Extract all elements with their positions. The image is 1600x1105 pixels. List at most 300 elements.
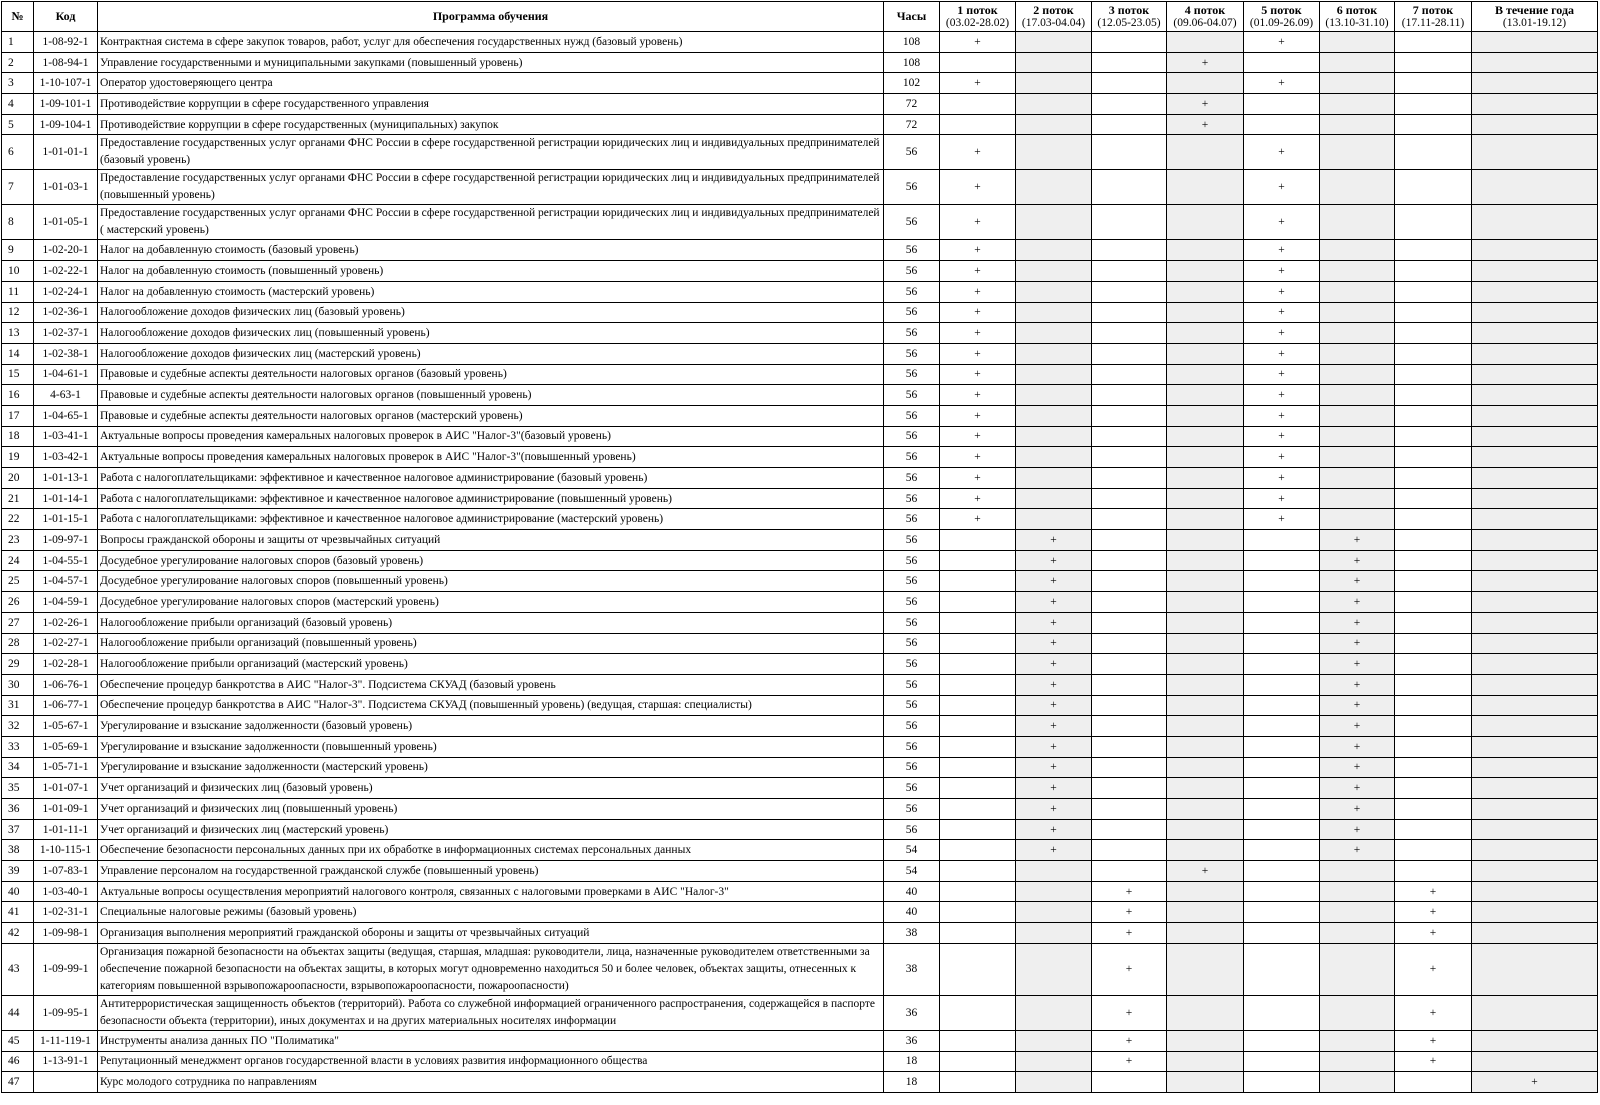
stream-cell [1167, 1051, 1244, 1072]
stream-cell [1092, 447, 1167, 468]
stream-cell [1167, 405, 1244, 426]
stream-cell [940, 1072, 1016, 1093]
stream-mark: + [1278, 77, 1285, 90]
stream-cell [1395, 840, 1472, 861]
stream-mark: + [974, 347, 981, 360]
stream-cell [1167, 302, 1244, 323]
stream-cell [1016, 343, 1092, 364]
row-number: 36 [2, 799, 34, 820]
stream-mark: + [974, 451, 981, 464]
stream-cell [1016, 323, 1092, 344]
row-number: 43 [2, 943, 34, 995]
stream-cell [1092, 902, 1167, 923]
program-code: 1-05-67-1 [34, 716, 98, 737]
stream-cell [1244, 488, 1320, 509]
stream-cell [1395, 902, 1472, 923]
stream-cell [1016, 654, 1092, 675]
stream-mark: + [1278, 389, 1285, 402]
program-name: Предоставление государственных услуг органами ФНС России в сфере государственной регистрации юридических лиц и индивидуальных предпринимателей (повышенный уровень) [98, 170, 884, 205]
stream-cell [1016, 32, 1092, 53]
stream-cell [1395, 861, 1472, 882]
stream-cell [1244, 757, 1320, 778]
program-code: 1-11-119-1 [34, 1030, 98, 1051]
row-number: 16 [2, 385, 34, 406]
program-name: Противодействие коррупции в сфере государственных (муниципальных) закупок [98, 114, 884, 135]
stream-cell [1244, 902, 1320, 923]
stream-cell [1472, 840, 1598, 861]
program-hours: 56 [884, 592, 940, 613]
row-number: 26 [2, 592, 34, 613]
program-code: 1-02-37-1 [34, 323, 98, 344]
stream-cell [1320, 757, 1395, 778]
table-row [2, 135, 1598, 170]
stream-mark: + [1429, 1006, 1437, 1019]
stream-cell [940, 799, 1016, 820]
stream-cell [1244, 73, 1320, 94]
stream-cell [1016, 1051, 1092, 1072]
stream-cell [1167, 716, 1244, 737]
stream-label: 1 поток [957, 2, 998, 17]
row-number: 45 [2, 1030, 34, 1051]
stream-mark: + [1050, 678, 1057, 691]
row-number: 6 [2, 135, 34, 170]
stream-cell [1016, 799, 1092, 820]
stream-mark: + [1531, 1076, 1538, 1089]
stream-cell [1092, 799, 1167, 820]
stream-mark: + [1050, 554, 1057, 567]
table-row [2, 281, 1598, 302]
stream-mark: + [1429, 926, 1437, 939]
stream-cell [1395, 819, 1472, 840]
stream-cell [940, 447, 1016, 468]
row-number: 4 [2, 94, 34, 115]
stream-mark: + [1353, 740, 1361, 753]
stream-cell [1472, 135, 1598, 170]
stream-cell [1395, 592, 1472, 613]
stream-cell [1320, 94, 1395, 115]
program-name: Правовые и судебные аспекты деятельности налоговых органов (базовый уровень) [98, 364, 884, 385]
stream-mark: + [1050, 720, 1057, 733]
stream-cell [1244, 819, 1320, 840]
stream-cell [1244, 385, 1320, 406]
stream-cell [1472, 364, 1598, 385]
stream-cell [940, 633, 1016, 654]
stream-mark: + [1050, 823, 1057, 836]
table-row [2, 1072, 1598, 1093]
stream-cell [1320, 840, 1395, 861]
stream-cell [940, 943, 1016, 995]
stream-mark: + [1278, 347, 1285, 360]
stream-cell [1016, 902, 1092, 923]
stream-cell [1016, 881, 1092, 902]
stream-cell [1092, 716, 1167, 737]
program-code: 1-13-91-1 [34, 1051, 98, 1072]
stream-mark: + [1278, 244, 1285, 257]
program-code: 1-10-115-1 [34, 840, 98, 861]
program-name: Обеспечение безопасности персональных данных при их обработке в информационных системах персональных данных [98, 840, 884, 861]
program-code: 1-01-01-1 [34, 135, 98, 170]
stream-cell [1395, 612, 1472, 633]
stream-cell [1092, 923, 1167, 944]
stream-mark: + [1353, 658, 1361, 671]
stream-cell [1016, 571, 1092, 592]
program-name: Налог на добавленную стоимость (базовый уровень) [98, 240, 884, 261]
stream-cell [1244, 281, 1320, 302]
stream-cell [1395, 530, 1472, 551]
stream-cell [1167, 612, 1244, 633]
program-name: Учет организаций и физических лиц (базовый уровень) [98, 778, 884, 799]
stream-cell [1167, 995, 1244, 1030]
stream-cell [1395, 509, 1472, 530]
stream-cell [1320, 1030, 1395, 1051]
stream-mark: + [1429, 963, 1437, 976]
stream-cell [940, 923, 1016, 944]
program-hours: 56 [884, 426, 940, 447]
stream-cell [1320, 530, 1395, 551]
stream-cell [1016, 612, 1092, 633]
table-row [2, 405, 1598, 426]
stream-cell [1244, 509, 1320, 530]
stream-cell [1016, 633, 1092, 654]
row-number: 5 [2, 114, 34, 135]
stream-cell [1016, 674, 1092, 695]
stream-cell [1472, 1072, 1598, 1093]
stream-cell [1320, 170, 1395, 205]
table-row [2, 205, 1598, 240]
stream-cell [1092, 32, 1167, 53]
stream-cell [1244, 426, 1320, 447]
stream-cell [1472, 674, 1598, 695]
stream-cell [1244, 1072, 1320, 1093]
stream-cell [940, 819, 1016, 840]
stream-cell [940, 736, 1016, 757]
program-hours: 108 [884, 32, 940, 53]
stream-mark: + [1278, 368, 1285, 381]
program-hours: 56 [884, 205, 940, 240]
stream-cell [1016, 509, 1092, 530]
stream-cell [1320, 509, 1395, 530]
stream-mark: + [1125, 963, 1133, 976]
table-row [2, 302, 1598, 323]
program-name: Налогообложение доходов физических лиц (базовый уровень) [98, 302, 884, 323]
program-hours: 56 [884, 385, 940, 406]
stream-cell [1167, 674, 1244, 695]
stream-cell [1395, 1072, 1472, 1093]
stream-cell [1472, 530, 1598, 551]
program-code: 1-02-24-1 [34, 281, 98, 302]
stream-mark: + [1125, 1055, 1133, 1068]
stream-cell [1395, 633, 1472, 654]
row-number: 41 [2, 902, 34, 923]
stream-cell [1472, 205, 1598, 240]
row-number: 37 [2, 819, 34, 840]
stream-mark: + [1353, 616, 1361, 629]
program-name: Обеспечение процедур банкротства в АИС "Налог-3". Подсистема СКУАД (повышенный уровень) (ведущая, старшая: специалисты) [98, 695, 884, 716]
program-name: Учет организаций и физических лиц (мастерский уровень) [98, 819, 884, 840]
stream-cell [940, 385, 1016, 406]
stream-dates: (17.11-28.11) [1401, 16, 1465, 29]
stream-mark: + [974, 327, 981, 340]
program-name: Антитеррористическая защищенность объектов (территорий). Работа со служебной информацией ограниченного распространения, содержащейся в паспорте безопасности объекта (территории), иных документах и на других материальных носителях информации [98, 995, 884, 1030]
program-code: 1-02-27-1 [34, 633, 98, 654]
stream-cell [1092, 205, 1167, 240]
stream-cell [940, 757, 1016, 778]
program-code: 4-63-1 [34, 385, 98, 406]
program-code: 1-02-20-1 [34, 240, 98, 261]
stream-mark: + [1353, 595, 1361, 608]
row-number: 22 [2, 509, 34, 530]
stream-cell [1092, 240, 1167, 261]
program-code: 1-01-07-1 [34, 778, 98, 799]
stream-cell [1016, 819, 1092, 840]
program-name: Досудебное урегулирование налоговых споров (базовый уровень) [98, 550, 884, 571]
table-row [2, 32, 1598, 53]
stream-cell [1167, 840, 1244, 861]
stream-label: 7 поток [1412, 2, 1454, 17]
stream-cell [1320, 799, 1395, 820]
stream-cell [1016, 205, 1092, 240]
program-code: 1-02-36-1 [34, 302, 98, 323]
stream-mark: + [974, 513, 981, 526]
program-name: Работа с налогоплательщиками: эффективное и качественное налоговое администрирование (базовый уровень) [98, 468, 884, 489]
stream-mark: + [1353, 699, 1361, 712]
program-hours: 56 [884, 633, 940, 654]
program-hours: 36 [884, 1030, 940, 1051]
stream-cell [1092, 778, 1167, 799]
table-row [2, 261, 1598, 282]
stream-mark: + [1125, 1006, 1133, 1019]
stream-mark: + [974, 264, 981, 277]
stream-cell [1016, 716, 1092, 737]
program-name: Обеспечение процедур банкротства в АИС "Налог-3". Подсистема СКУАД (базовый уровень [98, 674, 884, 695]
stream-mark: + [1050, 740, 1057, 753]
header-stream-6 [1320, 2, 1395, 32]
stream-cell [1092, 881, 1167, 902]
stream-cell [1016, 943, 1092, 995]
stream-mark: + [974, 181, 981, 194]
stream-cell [1472, 240, 1598, 261]
table-row [2, 633, 1598, 654]
program-code: 1-01-03-1 [34, 170, 98, 205]
program-code: 1-09-95-1 [34, 995, 98, 1030]
program-hours: 56 [884, 468, 940, 489]
program-hours: 56 [884, 612, 940, 633]
stream-cell [1167, 1072, 1244, 1093]
stream-cell [1320, 861, 1395, 882]
stream-mark: + [1050, 844, 1057, 857]
stream-mark: + [1353, 761, 1361, 774]
stream-cell [940, 861, 1016, 882]
stream-cell [1092, 943, 1167, 995]
stream-cell [1244, 343, 1320, 364]
stream-cell [1167, 447, 1244, 468]
table-row [2, 840, 1598, 861]
stream-cell [1395, 736, 1472, 757]
row-number: 24 [2, 550, 34, 571]
stream-mark: + [974, 35, 981, 48]
stream-cell [1016, 281, 1092, 302]
row-number: 7 [2, 170, 34, 205]
stream-cell [940, 302, 1016, 323]
stream-dates: (13.01-19.12) [1502, 16, 1567, 29]
stream-cell [1016, 488, 1092, 509]
program-code: 1-01-14-1 [34, 488, 98, 509]
stream-cell [1092, 612, 1167, 633]
row-number: 30 [2, 674, 34, 695]
stream-cell [940, 530, 1016, 551]
stream-mark: + [974, 244, 981, 257]
stream-mark: + [1201, 118, 1209, 131]
stream-cell [1167, 550, 1244, 571]
stream-cell [1167, 32, 1244, 53]
stream-cell [1167, 281, 1244, 302]
program-code: 1-04-55-1 [34, 550, 98, 571]
stream-cell [1472, 633, 1598, 654]
stream-cell [940, 73, 1016, 94]
program-code [34, 1072, 98, 1093]
stream-mark: + [1353, 844, 1361, 857]
stream-cell [1016, 923, 1092, 944]
stream-cell [1244, 170, 1320, 205]
stream-cell [1092, 550, 1167, 571]
stream-cell [1244, 736, 1320, 757]
stream-mark: + [1278, 492, 1285, 505]
program-hours: 56 [884, 778, 940, 799]
stream-cell [1167, 861, 1244, 882]
table-row [2, 323, 1598, 344]
stream-cell [1472, 923, 1598, 944]
stream-cell [1016, 468, 1092, 489]
program-hours: 102 [884, 73, 940, 94]
stream-cell [1244, 302, 1320, 323]
program-code: 1-06-77-1 [34, 695, 98, 716]
stream-cell [1472, 94, 1598, 115]
stream-cell [1395, 302, 1472, 323]
program-name: Налог на добавленную стоимость (мастерский уровень) [98, 281, 884, 302]
stream-cell [1092, 633, 1167, 654]
row-number: 18 [2, 426, 34, 447]
stream-cell [940, 261, 1016, 282]
stream-cell [1320, 261, 1395, 282]
program-hours: 56 [884, 488, 940, 509]
header-stream-7 [1395, 2, 1472, 32]
stream-cell [1395, 240, 1472, 261]
stream-cell [1167, 530, 1244, 551]
stream-cell [1320, 923, 1395, 944]
row-number: 11 [2, 281, 34, 302]
table-row [2, 757, 1598, 778]
stream-mark: + [974, 146, 981, 159]
stream-mark: + [1050, 782, 1057, 795]
stream-mark: + [1278, 451, 1285, 464]
stream-cell [1167, 923, 1244, 944]
stream-cell [1167, 799, 1244, 820]
stream-cell [1395, 654, 1472, 675]
stream-cell [1320, 52, 1395, 73]
stream-cell [1395, 943, 1472, 995]
stream-mark: + [1125, 885, 1133, 898]
stream-cell [940, 426, 1016, 447]
stream-cell [1395, 405, 1472, 426]
stream-cell [1244, 861, 1320, 882]
stream-cell [1395, 881, 1472, 902]
table-row [2, 861, 1598, 882]
program-name: Урегулирование и взыскание задолженности (базовый уровень) [98, 716, 884, 737]
stream-cell [940, 52, 1016, 73]
stream-mark: + [1278, 327, 1285, 340]
stream-cell [1244, 799, 1320, 820]
stream-cell [1395, 135, 1472, 170]
table-row [2, 385, 1598, 406]
stream-cell [1395, 343, 1472, 364]
stream-label: 2 поток [1033, 2, 1074, 17]
stream-cell [1167, 1030, 1244, 1051]
stream-mark: + [1278, 471, 1285, 484]
program-name: Правовые и судебные аспекты деятельности налоговых органов (мастерский уровень) [98, 405, 884, 426]
row-number: 29 [2, 654, 34, 675]
stream-cell [1395, 323, 1472, 344]
program-code: 1-03-42-1 [34, 447, 98, 468]
stream-cell [1320, 736, 1395, 757]
stream-cell [940, 240, 1016, 261]
stream-cell [1395, 778, 1472, 799]
table-row [2, 736, 1598, 757]
stream-cell [1472, 902, 1598, 923]
stream-cell [1167, 114, 1244, 135]
stream-cell [1244, 261, 1320, 282]
program-hours: 56 [884, 695, 940, 716]
stream-cell [1016, 995, 1092, 1030]
stream-cell [1092, 530, 1167, 551]
stream-mark: + [1278, 146, 1285, 159]
stream-cell [1472, 170, 1598, 205]
table-row [2, 902, 1598, 923]
stream-mark: + [974, 471, 981, 484]
stream-cell [1395, 1051, 1472, 1072]
stream-mark: + [1050, 595, 1057, 608]
program-name: Организация пожарной безопасности на объектах защиты (ведущая, старшая, младшая: руководители, лица, назначенные руководителем ответственными за обеспечение пожарной безопасности на объектах защиты, в которых могут одновременно находиться 50 и более человек, объектах защиты, отнесенных к категориям повышенной взрывопожароопасности, взрывопожароопасности, пожароопасности) [98, 943, 884, 995]
program-name: Работа с налогоплательщиками: эффективное и качественное налоговое администрирование (повышенный уровень) [98, 488, 884, 509]
stream-cell [1092, 281, 1167, 302]
row-number: 27 [2, 612, 34, 633]
stream-cell [1395, 468, 1472, 489]
stream-cell [1092, 261, 1167, 282]
stream-mark: + [1278, 181, 1285, 194]
stream-mark: + [1353, 782, 1361, 795]
header-program: Программа обучения [98, 2, 884, 32]
program-name: Противодействие коррупции в сфере государственного управления [98, 94, 884, 115]
stream-cell [1320, 571, 1395, 592]
stream-cell [1320, 592, 1395, 613]
stream-cell [1016, 1072, 1092, 1093]
row-number: 47 [2, 1072, 34, 1093]
stream-mark: + [1050, 637, 1057, 650]
row-number: 15 [2, 364, 34, 385]
row-number: 19 [2, 447, 34, 468]
table-row [2, 943, 1598, 995]
program-code: 1-02-26-1 [34, 612, 98, 633]
program-name: Актуальные вопросы осуществления мероприятий налогового контроля, связанных с налоговыми проверками в АИС "Налог-3" [98, 881, 884, 902]
stream-cell [1472, 1051, 1598, 1072]
stream-dates: (01.09-26.09) [1249, 16, 1314, 29]
stream-cell [1167, 819, 1244, 840]
table-row [2, 73, 1598, 94]
table-row [2, 1051, 1598, 1072]
stream-cell [1016, 426, 1092, 447]
stream-cell [1244, 840, 1320, 861]
stream-cell [1320, 302, 1395, 323]
stream-cell [1016, 240, 1092, 261]
